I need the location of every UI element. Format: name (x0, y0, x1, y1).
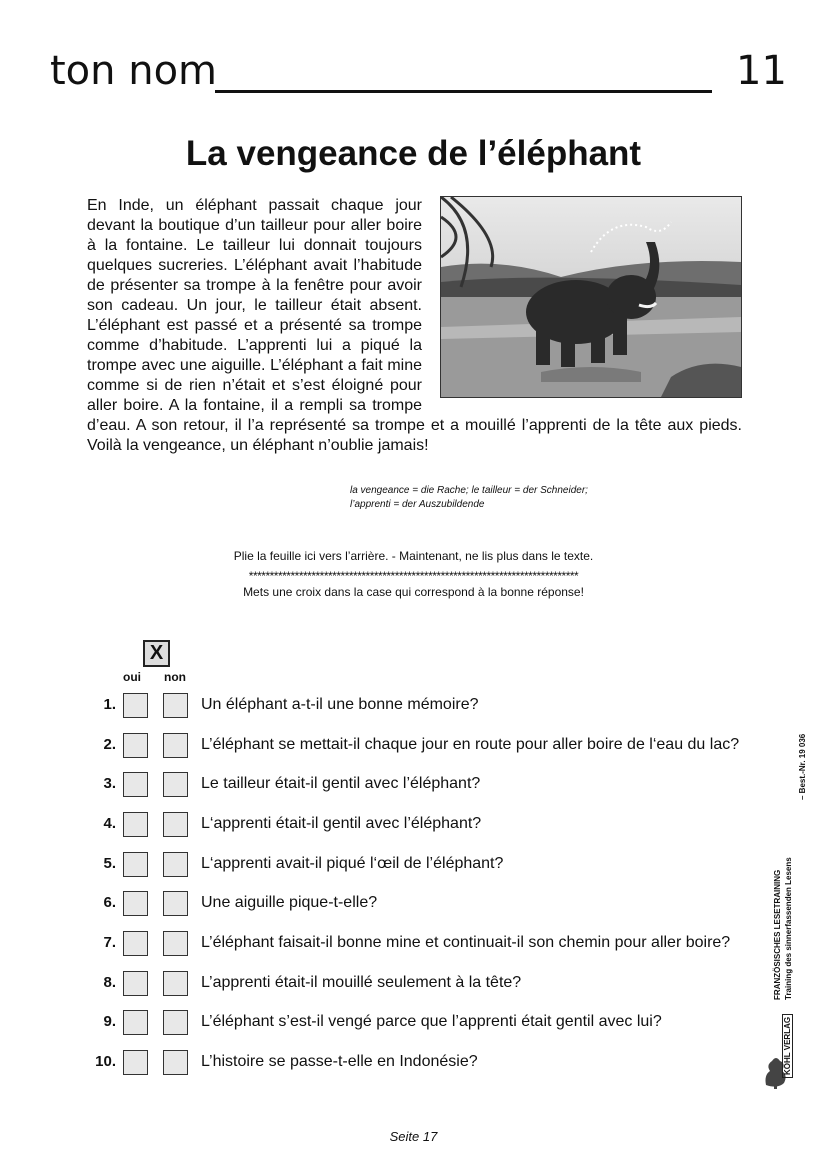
oui-checkbox[interactable] (123, 971, 148, 996)
question-row (0, 971, 827, 997)
non-checkbox[interactable] (163, 772, 188, 797)
question-text: L‘apprenti était-il gentil avec l’éléphant? (201, 815, 482, 832)
question-row (0, 733, 827, 759)
elephant-photo (440, 196, 742, 398)
story-text: En Inde, un éléphant passait chaque jour devant la boutique d’un tailleur pour aller boire à la fontaine. Le tailleur lui donnait toujours quelques sucreries. L’éléphant avait l’habitude de présenter sa trompe à la fenêtre pour avoir son cadeau. Un jour, le tailleur était absent. L’éléphant est passé et a présenté sa trompe comme d’habitude. L’apprenti lui a piqué la trompe avec une aiguille. L’éléphant a fait mine comme si de rien n’était et s’est éloigné pour aller boire. A la fontaine, il a rempli sa trompe d’eau. A son retour, il l’a représenté sa trompe et a mouillé l’apprenti de la tête aux pieds. Voilà la vengeance, un éléphant n’oublie jamais! (87, 197, 742, 454)
oui-checkbox[interactable] (123, 772, 148, 797)
question-number: 5. (103, 855, 116, 872)
question-number: 8. (103, 974, 116, 991)
name-label: ton nom (50, 48, 218, 94)
question-number: 9. (103, 1013, 116, 1030)
question-text: Un éléphant a-t-il une bonne mémoire? (201, 696, 479, 713)
task-instruction: Mets une croix dans la case qui correspond à la bonne réponse! (243, 585, 584, 599)
question-text: L‘apprenti avait-il piqué l‘œil de l’éléphant? (201, 855, 504, 872)
glossary-line-2: l’apprenti = der Auszubildende (350, 499, 485, 510)
publisher-name: KOHL VERLAG (782, 1014, 793, 1078)
page-number: 11 (736, 48, 787, 94)
name-write-line[interactable] (215, 90, 712, 93)
non-checkbox[interactable] (163, 891, 188, 916)
question-row (0, 693, 827, 719)
non-checkbox[interactable] (163, 693, 188, 718)
question-row (0, 1010, 827, 1036)
page-title: La vengeance de l’éléphant (185, 134, 642, 173)
non-checkbox[interactable] (163, 812, 188, 837)
glossary-line-1: la vengeance = die Rache; le tailleur = der Schneider; (350, 485, 588, 496)
page-footer: Seite 17 (389, 1129, 438, 1144)
question-row (0, 812, 827, 838)
non-checkbox[interactable] (163, 733, 188, 758)
question-text: L’histoire se passe-t-elle en Indonésie? (201, 1053, 478, 1070)
non-label: non (164, 670, 186, 684)
question-number: 10. (95, 1053, 116, 1070)
glossary (350, 484, 588, 512)
question-number: 7. (103, 934, 116, 951)
oui-checkbox[interactable] (123, 693, 148, 718)
oui-checkbox[interactable] (123, 852, 148, 877)
question-text: L’éléphant s’est-il vengé parce que l’apprenti était gentil avec lui? (201, 1013, 662, 1030)
oui-label: oui (123, 670, 141, 684)
oui-checkbox[interactable] (123, 931, 148, 956)
question-number: 2. (103, 736, 116, 753)
question-row (0, 931, 827, 957)
question-row (0, 1050, 827, 1076)
question-text: Le tailleur était-il gentil avec l’éléphant? (201, 775, 481, 792)
oui-checkbox[interactable] (123, 733, 148, 758)
question-row (0, 852, 827, 878)
non-checkbox[interactable] (163, 1050, 188, 1075)
non-checkbox[interactable] (163, 1010, 188, 1035)
non-checkbox[interactable] (163, 852, 188, 877)
star-divider: ******************************************************************************* (248, 569, 579, 583)
question-number: 4. (103, 815, 116, 832)
question-number: 1. (103, 696, 116, 713)
series-title (772, 857, 794, 1000)
oui-checkbox[interactable] (123, 812, 148, 837)
non-checkbox[interactable] (163, 931, 188, 956)
example-checkbox: X (143, 640, 170, 667)
non-checkbox[interactable] (163, 971, 188, 996)
oui-checkbox[interactable] (123, 1050, 148, 1075)
question-row (0, 772, 827, 798)
question-number: 6. (103, 894, 116, 911)
series-title-line-1: FRANZÖSISCHES LESETRAINING (773, 869, 782, 1000)
series-title-line-2: Training des sinnerfassenden Lesens (784, 857, 793, 1000)
oui-checkbox[interactable] (123, 891, 148, 916)
question-text: Une aiguille pique-t-elle? (201, 894, 378, 911)
fold-instruction: Plie la feuille ici vers l’arrière. - Maintenant, ne lis plus dans le texte. (233, 549, 594, 563)
question-text: L’éléphant faisait-il bonne mine et continuait-il son chemin pour aller boire? (201, 934, 731, 951)
oui-checkbox[interactable] (123, 1010, 148, 1035)
story-block (87, 196, 742, 456)
question-text: L’apprenti était-il mouillé seulement à la tête? (201, 974, 522, 991)
order-number: – Best.-Nr. 19 036 (798, 733, 807, 800)
question-number: 3. (103, 775, 116, 792)
question-row (0, 891, 827, 917)
question-text: L’éléphant se mettait-il chaque jour en route pour aller boire de l‘eau du lac? (201, 736, 740, 753)
